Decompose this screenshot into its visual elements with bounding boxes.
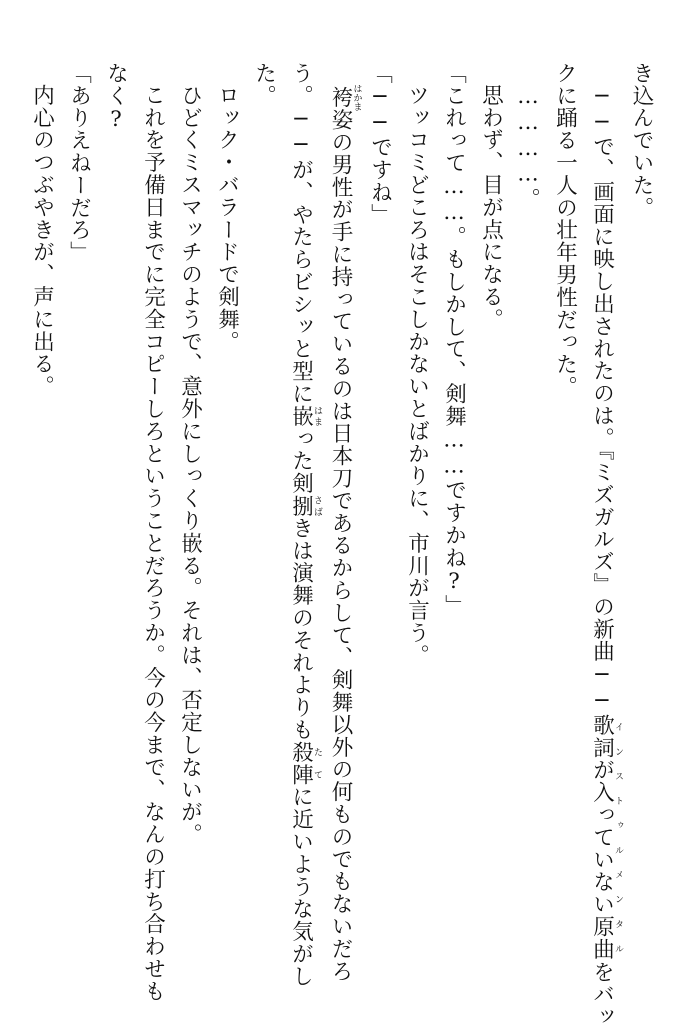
furigana-reading: たて — [312, 741, 322, 786]
text-line: う。──が、やたらビシッと型に嵌はまった剣捌さばきは演舞のそれよりも殺陣たてに近いような気がし — [288, 62, 322, 988]
furigana-ruby: 殺陣たて — [288, 741, 322, 786]
text-line: ロック・バラードで剣舞。 — [214, 83, 240, 353]
dialogue-line: 「これって……。もしかして、剣舞……ですかね?」 — [441, 62, 467, 618]
furigana-reading: さば — [312, 494, 322, 517]
furigana-ruby: 捌さば — [288, 494, 322, 518]
furigana-ruby: 袴はかま — [328, 83, 362, 111]
text-line: これを予備日までに完全コピーしろということだろうか。今の今まで、なんの打ち合わせも — [140, 83, 166, 1002]
furigana-ruby: 歌詞が入っていない原曲インストゥルメンタル — [589, 713, 623, 961]
text-line: 内心のつぶやきが、声に出る。 — [29, 83, 55, 398]
furigana-ruby: 嵌はま — [288, 405, 322, 428]
vertical-text-body — [24, 62, 661, 1028]
furigana-reading: はかま — [351, 83, 362, 111]
text-line: ──で、画面に映し出されたのは。『ミズガルズ』の新曲──歌詞が入っていない原曲インストゥルメンタルをバッ — [589, 83, 623, 1028]
text-line: 思わず、目が点になる。 — [478, 83, 504, 330]
text-line: ひどくミスマッチのようで、意外にしっくり嵌る。それは、否定しないが。 — [177, 83, 203, 846]
dialogue-line: 「──ですね」 — [367, 62, 393, 226]
text-line: ツッコミどころはそこしかないとばかりに、市川が言う。 — [404, 83, 430, 666]
text-line: 袴はかま姿の男性が手に持っているのは日本刀であるからして、剣舞以外の何ものでもないだろ — [328, 83, 362, 982]
text-line: クに踊る一人の壮年男性だった。 — [552, 62, 578, 398]
furigana-reading: はま — [312, 405, 322, 428]
furigana-reading: インストゥルメンタル — [613, 713, 623, 961]
text-line: なく? — [103, 62, 129, 133]
text-line: た。 — [251, 62, 277, 107]
dialogue-line: 「ありえねーだろ」 — [66, 62, 92, 264]
text-line: …………。 — [515, 83, 541, 210]
text-line: き込んでいた。 — [629, 62, 654, 219]
